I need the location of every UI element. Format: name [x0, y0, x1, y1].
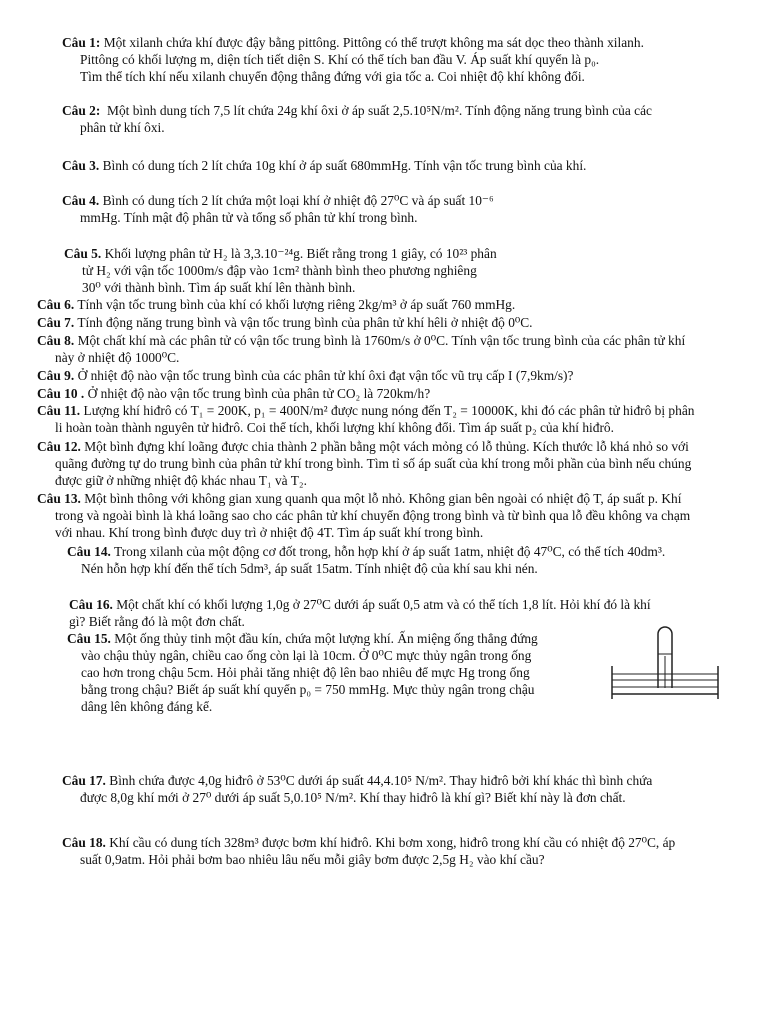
question-18	[62, 834, 732, 868]
question-15	[67, 630, 587, 715]
question-line: được giữ ở những nhiệt độ khác nhau T₁ và T₂.	[55, 473, 307, 488]
question-line: 30⁰ với thành bình. Tìm áp suất khí lên thành bình.	[82, 280, 356, 295]
question-line: Tính động năng trung bình và vận tốc trung bình của phân tử khí hêli ở nhiệt độ 0⁰C.	[77, 315, 533, 330]
question-label: Câu 3.	[62, 158, 100, 173]
question-line: được 8,0g khí mới ở 27⁰ dưới áp suất 5,0.10⁵ N/m². Khí thay hiđrô là khí gì? Biết khí này là đơn chất.	[80, 790, 626, 805]
question-label: Câu 5.	[64, 246, 102, 261]
question-label: Câu 8.	[37, 333, 75, 348]
question-label: Câu 6.	[37, 297, 75, 312]
question-line: Lượng khí hiđrô có T₁ = 200K, p₁ = 400N/m² được nung nóng đến T₂ = 10000K, khi đó các phân tử hiđrô bị phân	[83, 403, 695, 418]
question-label: Câu 1:	[62, 35, 101, 50]
question-line: Một bình dung tích 7,5 lít chứa 24g khí ôxi ở áp suất 2,5.10⁵N/m². Tính động năng trung bình của các	[107, 103, 652, 118]
question-label: Câu 12.	[37, 439, 81, 454]
question-line: Bình có dung tích 2 lít chứa một loại khí ở nhiệt độ 27⁰C và áp suất 10⁻⁶	[102, 193, 494, 208]
question-label: Câu 17.	[62, 773, 106, 788]
question-3	[62, 157, 722, 174]
question-line: li hoàn toàn thành nguyên tử hiđrô. Coi thể tích, khối lượng khí không đổi. Tìm áp suất p₂ của khí hiđrô.	[55, 420, 614, 435]
question-label: Câu 10 .	[37, 386, 85, 401]
question-17	[62, 772, 732, 806]
question-11	[37, 402, 747, 436]
question-line: phân tử khí ôxi.	[80, 120, 165, 135]
question-line: Một xilanh chứa khí được đậy bằng pittông. Pittông có thể trượt không ma sát dọc theo thành xilanh.	[103, 35, 644, 50]
question-label: Câu 15.	[67, 631, 111, 646]
question-line: Trong xilanh của một động cơ đốt trong, hỗn hợp khí ở áp suất 1atm, nhiệt độ 47⁰C, có thể tích 40dm³.	[114, 544, 666, 559]
question-line: cao hơn trong chậu 5cm. Hỏi phải tăng nhiệt độ lên bao nhiêu để mực Hg trong ống	[81, 665, 530, 680]
question-line: Một bình đựng khí loãng được chia thành 2 phần bằng một vách mỏng có lỗ thủng. Kích thước lỗ khá nhỏ so với	[84, 439, 689, 454]
question-label: Câu 18.	[62, 835, 106, 850]
question-5	[64, 245, 564, 296]
question-9	[37, 367, 742, 384]
question-2	[62, 102, 722, 136]
question-1	[62, 34, 722, 85]
question-line: với nhau. Khí trong bình được duy trì ở nhiệt độ 4T. Tìm áp suất khí trong bình.	[55, 525, 484, 540]
question-line: Bình chứa được 4,0g hiđrô ở 53⁰C dưới áp suất 44,4.10⁵ N/m². Thay hiđrô bởi khí khác thì bình chứa	[109, 773, 653, 788]
question-line: gì? Biết rằng đó là một đơn chất.	[69, 614, 245, 629]
question-line: Một chất khí mà các phân tử có vận tốc trung bình là 1760m/s ở 0⁰C. Tính vận tốc trung bình của các phân tử khí	[77, 333, 686, 348]
question-line: Bình có dung tích 2 lít chứa 10g khí ở áp suất 680mmHg. Tính vận tốc trung bình của khí.	[102, 158, 587, 173]
question-4	[62, 192, 562, 226]
question-label: Câu 16.	[69, 597, 113, 612]
question-line: Pittông có khối lượng m, diện tích tiết diện S. Khí có thể tích ban đầu V. Áp suất khí quyển là p₀.	[80, 52, 600, 67]
question-6	[37, 296, 742, 313]
question-label: Câu 11.	[37, 403, 81, 418]
tube-diagram	[610, 624, 722, 702]
question-line: Khối lượng phân tử H₂ là 3,3.10⁻²⁴g. Biết rằng trong 1 giây, có 10²³ phân	[104, 246, 497, 261]
question-10	[37, 385, 742, 402]
question-line: Ở nhiệt độ nào vận tốc trung bình của các phân tử khí ôxi đạt vận tốc vũ trụ cấp I (7,9km/s)?	[77, 368, 574, 383]
question-line: bằng trong chậu? Biết áp suất khí quyển p₀ = 750 mmHg. Mực thủy ngân trong chậu	[81, 682, 535, 697]
question-line: Khí cầu có dung tích 328m³ được bơm khí hiđrô. Khi bơm xong, hiđrô trong khí cầu có nhiệt độ 27⁰C, áp	[109, 835, 676, 850]
question-line: tử H₂ với vận tốc 1000m/s đập vào 1cm² thành bình theo phương nghiêng	[82, 263, 477, 278]
question-12	[37, 438, 747, 489]
question-label: Câu 4.	[62, 193, 100, 208]
question-label: Câu 14.	[67, 544, 111, 559]
question-13	[37, 490, 747, 541]
question-line: mmHg. Tính mật độ phân tử và tổng số phân tử khí trong bình.	[80, 210, 418, 225]
question-line: Tính vận tốc trung bình của khí có khối lượng riêng 2kg/m³ ở áp suất 760 mmHg.	[77, 297, 516, 312]
question-label: Câu 2:	[62, 103, 101, 118]
question-line: Một ống thủy tinh một đầu kín, chứa một lượng khí. Ấn miệng ống thẳng đứng	[114, 631, 538, 646]
question-14	[67, 543, 737, 577]
question-line: Tìm thể tích khí nếu xilanh chuyển động thẳng đứng với gia tốc a. Coi nhiệt độ khí không đổi.	[80, 69, 585, 84]
question-line: Nén hỗn hợp khí đến thể tích 5dm³, áp suất 15atm. Tính nhiệt độ của khí sau khi nén.	[81, 561, 538, 576]
question-line: vào chậu thủy ngân, chiều cao ống còn lại là 10cm. Ở 0⁰C mực thủy ngân trong ống	[81, 648, 532, 663]
question-line: này ở nhiệt độ 1000⁰C.	[55, 350, 180, 365]
question-label: Câu 7.	[37, 315, 75, 330]
question-line: suất 0,9atm. Hỏi phải bơm bao nhiêu lâu nếu mỗi giây bơm được 2,5g H₂ vào khí cầu?	[80, 852, 545, 867]
question-line: quãng đường tự do trung bình của phân tử khí trong bình. Tìm tỉ số áp suất của khí trong mỗi phần của bình nếu chúng	[55, 456, 692, 471]
question-8	[37, 332, 747, 366]
question-7	[37, 314, 742, 331]
question-line: Ở nhiệt độ nào vận tốc trung bình của phân tử CO₂ là 720km/h?	[87, 386, 431, 401]
question-line: Một bình thông với không gian xung quanh qua một lỗ nhỏ. Không gian bên ngoài có nhiệt độ T, áp suất p. Khí	[84, 491, 682, 506]
question-label: Câu 9.	[37, 368, 75, 383]
question-line: dâng lên không đáng kể.	[81, 699, 213, 714]
question-line: trong và ngoài bình là khá loãng sao cho các phân tử khí chuyển động trong bình và từ bình qua lỗ đều không va chạm	[55, 508, 691, 523]
question-line: Một chất khí có khối lượng 1,0g ở 27⁰C dưới áp suất 0,5 atm và có thể tích 1,8 lít. Hỏi khí đó là khí	[116, 597, 651, 612]
question-label: Câu 13.	[37, 491, 81, 506]
